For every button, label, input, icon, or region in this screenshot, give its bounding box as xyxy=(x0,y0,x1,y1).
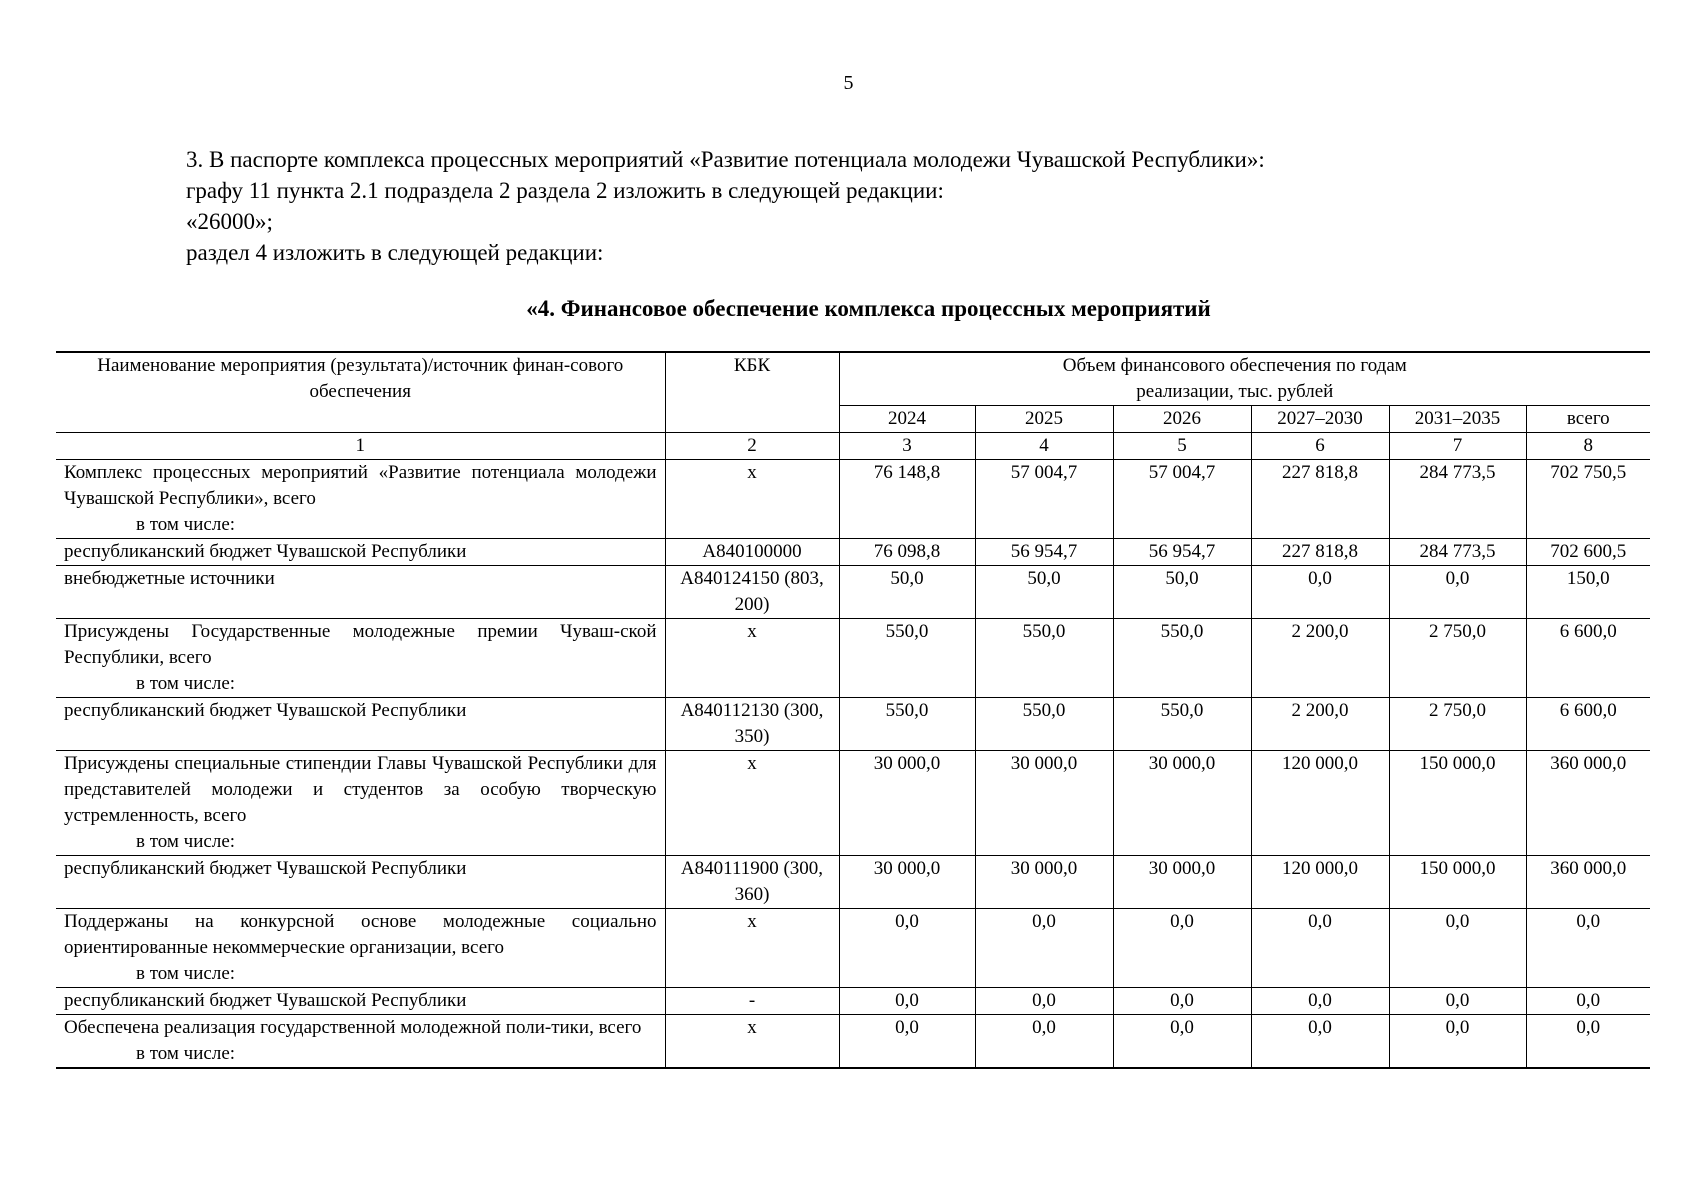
table-row xyxy=(56,619,1650,698)
row-name-cell xyxy=(56,566,665,619)
intro-line: 3. В паспорте комплекса процессных мероприятий «Развитие потенциала молодежи Чувашской Республики»: xyxy=(186,147,1265,172)
row-value: 150 000,0 xyxy=(1389,856,1526,909)
row-name: Присуждены специальные стипендии Главы Чувашской Республики для представителей молодежи и студентов за особую творческую устремленность, всего xyxy=(64,753,657,826)
row-kbk: x xyxy=(665,460,839,539)
row-kbk: x xyxy=(665,909,839,988)
row-value: 227 818,8 xyxy=(1251,539,1389,566)
row-value: 360 000,0 xyxy=(1526,751,1650,856)
row-value: 0,0 xyxy=(839,909,975,988)
row-value: 2 200,0 xyxy=(1251,619,1389,698)
row-name: Обеспечена реализация государственной молодежной поли-тики, всего xyxy=(64,1017,642,1038)
row-value: 550,0 xyxy=(975,619,1113,698)
row-name-cell xyxy=(56,751,665,856)
section-title: «4. Финансовое обеспечение комплекса процессных мероприятий xyxy=(526,296,1211,321)
row-name-cell xyxy=(56,619,665,698)
row-name-cell xyxy=(56,909,665,988)
header-year: всего xyxy=(1526,406,1650,433)
row-value: 50,0 xyxy=(1113,566,1251,619)
row-value: 702 750,5 xyxy=(1526,460,1650,539)
row-value: 0,0 xyxy=(1113,909,1251,988)
row-kbk: А840100000 xyxy=(665,539,839,566)
row-value: 284 773,5 xyxy=(1389,460,1526,539)
row-name: республиканский бюджет Чувашской Республики xyxy=(64,990,467,1011)
row-kbk: x xyxy=(665,619,839,698)
row-value: 0,0 xyxy=(1526,988,1650,1015)
column-number: 5 xyxy=(1113,433,1251,460)
intro-line: графу 11 пункта 2.1 подраздела 2 раздела 2 изложить в следующей редакции: xyxy=(186,178,944,203)
row-kbk: x xyxy=(665,1015,839,1069)
row-value: 56 954,7 xyxy=(1113,539,1251,566)
row-value: 57 004,7 xyxy=(975,460,1113,539)
row-subtitle: в том числе: xyxy=(136,1043,236,1064)
row-value: 30 000,0 xyxy=(839,856,975,909)
header-year: 2024 xyxy=(839,406,975,433)
row-value: 0,0 xyxy=(1389,988,1526,1015)
column-number: 7 xyxy=(1389,433,1526,460)
row-kbk: А840111900 (300, 360) xyxy=(665,856,839,909)
row-name: республиканский бюджет Чувашской Республики xyxy=(64,700,467,721)
row-name: внебюджетные источники xyxy=(64,568,275,589)
row-value: 2 750,0 xyxy=(1389,619,1526,698)
row-value: 550,0 xyxy=(1113,619,1251,698)
row-value: 30 000,0 xyxy=(975,751,1113,856)
row-name-cell xyxy=(56,539,665,566)
row-value: 0,0 xyxy=(975,1015,1113,1069)
row-subtitle: в том числе: xyxy=(136,673,236,694)
row-value: 0,0 xyxy=(975,988,1113,1015)
row-value: 0,0 xyxy=(1113,1015,1251,1069)
row-name: Поддержаны на конкурсной основе молодежные социально ориентированные некоммерческие организации, всего xyxy=(64,911,657,958)
row-kbk: А840112130 (300, 350) xyxy=(665,698,839,751)
row-value: 30 000,0 xyxy=(839,751,975,856)
table-row xyxy=(56,460,1650,539)
header-kbk: КБК xyxy=(665,352,839,433)
header-year: 2025 xyxy=(975,406,1113,433)
row-value: 0,0 xyxy=(1526,1015,1650,1069)
header-year: 2027–2030 xyxy=(1251,406,1389,433)
row-value: 6 600,0 xyxy=(1526,619,1650,698)
row-value: 0,0 xyxy=(1113,988,1251,1015)
row-subtitle: в том числе: xyxy=(136,514,236,535)
page-number: 5 xyxy=(843,72,854,94)
column-number: 3 xyxy=(839,433,975,460)
column-number: 1 xyxy=(56,433,665,460)
row-name-cell xyxy=(56,856,665,909)
header-volume: Объем финансового обеспечения по годам реализации, тыс. рублей xyxy=(839,352,1650,406)
column-number: 4 xyxy=(975,433,1113,460)
row-name-cell xyxy=(56,988,665,1015)
intro-text xyxy=(186,144,1265,268)
row-value: 0,0 xyxy=(1251,1015,1389,1069)
row-value: 57 004,7 xyxy=(1113,460,1251,539)
table-row xyxy=(56,539,1650,566)
row-value: 550,0 xyxy=(975,698,1113,751)
row-value: 30 000,0 xyxy=(1113,856,1251,909)
row-value: 0,0 xyxy=(975,909,1113,988)
header-year: 2031–2035 xyxy=(1389,406,1526,433)
row-value: 56 954,7 xyxy=(975,539,1113,566)
row-value: 50,0 xyxy=(839,566,975,619)
row-value: 6 600,0 xyxy=(1526,698,1650,751)
row-name: республиканский бюджет Чувашской Республики xyxy=(64,858,467,879)
row-name: Комплекс процессных мероприятий «Развитие потенциала молодежи Чувашской Республики», всего xyxy=(64,462,657,509)
column-number: 2 xyxy=(665,433,839,460)
row-value: 284 773,5 xyxy=(1389,539,1526,566)
row-value: 120 000,0 xyxy=(1251,856,1389,909)
row-value: 76 148,8 xyxy=(839,460,975,539)
row-value: 0,0 xyxy=(839,988,975,1015)
row-value: 30 000,0 xyxy=(975,856,1113,909)
row-value: 0,0 xyxy=(1389,909,1526,988)
row-value: 360 000,0 xyxy=(1526,856,1650,909)
row-name: республиканский бюджет Чувашской Республики xyxy=(64,541,467,562)
row-value: 0,0 xyxy=(1251,909,1389,988)
row-subtitle: в том числе: xyxy=(136,963,236,984)
table-row xyxy=(56,856,1650,909)
row-value: 550,0 xyxy=(839,619,975,698)
column-number: 8 xyxy=(1526,433,1650,460)
row-value: 30 000,0 xyxy=(1113,751,1251,856)
row-kbk: А840124150 (803, 200) xyxy=(665,566,839,619)
row-value: 550,0 xyxy=(839,698,975,751)
header-name: Наименование мероприятия (результата)/источник финан-сового обеспечения xyxy=(97,355,624,402)
table-row xyxy=(56,988,1650,1015)
row-kbk: x xyxy=(665,751,839,856)
row-value: 0,0 xyxy=(839,1015,975,1069)
row-name-cell xyxy=(56,1015,665,1069)
row-value: 2 200,0 xyxy=(1251,698,1389,751)
table-row xyxy=(56,909,1650,988)
row-value: 2 750,0 xyxy=(1389,698,1526,751)
row-name: Присуждены Государственные молодежные премии Чуваш-ской Республики, всего xyxy=(64,621,657,668)
row-kbk: - xyxy=(665,988,839,1015)
row-value: 0,0 xyxy=(1389,1015,1526,1069)
row-value: 227 818,8 xyxy=(1251,460,1389,539)
row-value: 0,0 xyxy=(1526,909,1650,988)
row-name-cell xyxy=(56,460,665,539)
row-value: 0,0 xyxy=(1251,988,1389,1015)
table-row xyxy=(56,566,1650,619)
row-subtitle: в том числе: xyxy=(136,831,236,852)
row-value: 76 098,8 xyxy=(839,539,975,566)
financing-table xyxy=(56,351,1650,1069)
row-value: 550,0 xyxy=(1113,698,1251,751)
row-value: 50,0 xyxy=(975,566,1113,619)
row-value: 120 000,0 xyxy=(1251,751,1389,856)
table-row xyxy=(56,1015,1650,1069)
row-value: 150,0 xyxy=(1526,566,1650,619)
row-value: 0,0 xyxy=(1251,566,1389,619)
header-year: 2026 xyxy=(1113,406,1251,433)
row-value: 0,0 xyxy=(1389,566,1526,619)
intro-line: «26000»; xyxy=(186,209,273,234)
row-value: 702 600,5 xyxy=(1526,539,1650,566)
table-row xyxy=(56,698,1650,751)
table-row xyxy=(56,751,1650,856)
row-value: 150 000,0 xyxy=(1389,751,1526,856)
intro-line: раздел 4 изложить в следующей редакции: xyxy=(186,240,604,265)
column-number: 6 xyxy=(1251,433,1389,460)
row-name-cell xyxy=(56,698,665,751)
